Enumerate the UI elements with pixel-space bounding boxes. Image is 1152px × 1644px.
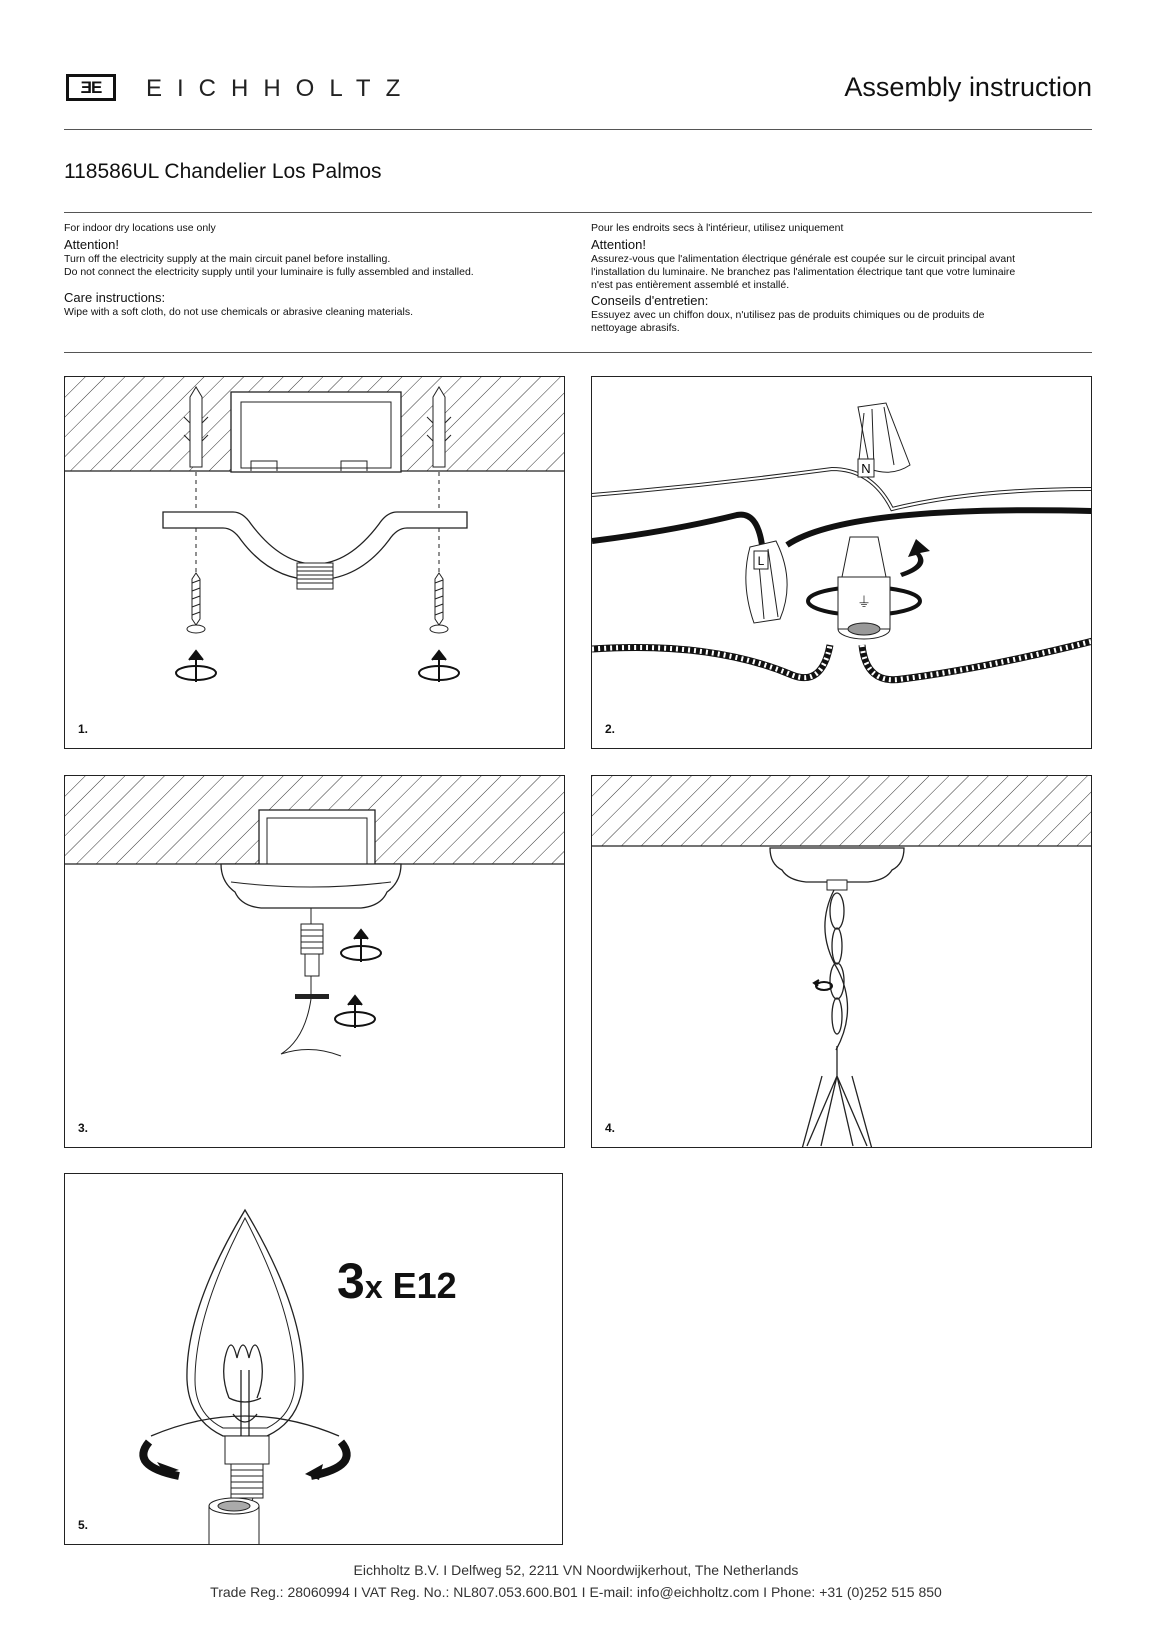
- step-number: 5.: [78, 1518, 89, 1532]
- ground-symbol-icon: ⏚: [857, 595, 871, 611]
- product-title: 118586UL Chandelier Los Palmos: [64, 160, 382, 183]
- attention-title: Attention!: [591, 237, 646, 252]
- screw-left: [187, 573, 205, 633]
- step-3-panel: [64, 775, 565, 1148]
- attention-line: Assurez-vous que l'alimentation électrique générale est coupée sur le circuit principal avant: [591, 253, 1015, 265]
- step-5-illustration: [65, 1174, 563, 1545]
- rotate-arrow-icon: [176, 651, 216, 682]
- instructions-english: [64, 222, 564, 319]
- step-number: 2.: [605, 722, 616, 736]
- bulb-spec: [337, 1252, 457, 1310]
- brand-logo-mark: [66, 74, 116, 101]
- section-divider: [64, 212, 1092, 213]
- bulb-type: E12: [392, 1265, 457, 1306]
- brand-name: EICHHOLTZ: [146, 75, 416, 102]
- footer-address: Eichholtz B.V. I Delfweg 52, 2211 VN Noordwijkerhout, The Netherlands: [353, 1562, 799, 1578]
- bulb-quantity: 3: [337, 1253, 365, 1309]
- attention-line: l'installation du luminaire. Ne branchez pas l'alimentation électrique tant que votre luminaire: [591, 266, 1016, 278]
- footer-contact: Trade Reg.: 28060994 I VAT Reg. No.: NL807.053.600.B01 I E-mail: info@eichholtz.com I Phone: +31 (0)252 515 850: [210, 1584, 942, 1600]
- step-4-illustration: [592, 776, 1092, 1148]
- step-number: 1.: [78, 722, 89, 736]
- step-1-panel: [64, 376, 565, 749]
- step-1-illustration: [65, 377, 565, 749]
- attention-line: Do not connect the electricity supply until your luminaire is fully assembled and installed.: [64, 266, 474, 278]
- section-divider: [64, 352, 1092, 353]
- rotate-arrow-icon: [335, 996, 375, 1028]
- attention-line: n'est pas entièrement assemblé et installé.: [591, 279, 790, 291]
- bulb-collar: [225, 1436, 269, 1464]
- header-divider: [64, 129, 1092, 130]
- bulb-multiplier: x: [364, 1269, 383, 1305]
- step-2-illustration: [592, 377, 1092, 749]
- care-text: nettoyage abrasifs.: [591, 322, 680, 334]
- lock-nut: [295, 994, 329, 999]
- chain: [802, 890, 872, 1148]
- screw-right: [430, 573, 448, 633]
- live-label: L: [757, 554, 765, 568]
- care-text: Wipe with a soft cloth, do not use chemicals or abrasive cleaning materials.: [64, 306, 413, 318]
- step-number: 3.: [78, 1121, 89, 1135]
- attention-title: Attention!: [64, 237, 119, 252]
- ground-fitting: [838, 537, 890, 639]
- location-note: Pour les endroits secs à l'intérieur, utilisez uniquement: [591, 222, 844, 234]
- care-title: Conseils d'entretien:: [591, 293, 709, 308]
- neutral-label: N: [861, 461, 871, 476]
- instructions-french: [591, 222, 1091, 335]
- attention-line: Turn off the electricity supply at the main circuit panel before installing.: [64, 253, 391, 265]
- document-title: Assembly instruction: [844, 72, 1092, 102]
- rotate-arrow-icon: [341, 930, 381, 962]
- bulb-socket: [209, 1498, 259, 1545]
- location-note: For indoor dry locations use only: [64, 222, 216, 234]
- step-4-panel: [591, 775, 1092, 1148]
- care-title: Care instructions:: [64, 290, 166, 305]
- step-2-panel: [591, 376, 1092, 749]
- rotate-arrow-icon: [419, 651, 459, 682]
- wire-nut-live: [746, 541, 787, 623]
- care-text: Essuyez avec un chiffon doux, n'utilisez pas de produits chimiques ou de produits de: [591, 309, 985, 321]
- step-number: 4.: [605, 1121, 616, 1135]
- rotate-arrow-icon: [900, 539, 930, 577]
- logo-mark-text: ƎE: [80, 77, 102, 97]
- step-3-illustration: [65, 776, 565, 1148]
- threaded-nipple: [301, 924, 323, 976]
- rotate-arrow-icon: [814, 980, 832, 990]
- step-5-panel: [64, 1173, 563, 1545]
